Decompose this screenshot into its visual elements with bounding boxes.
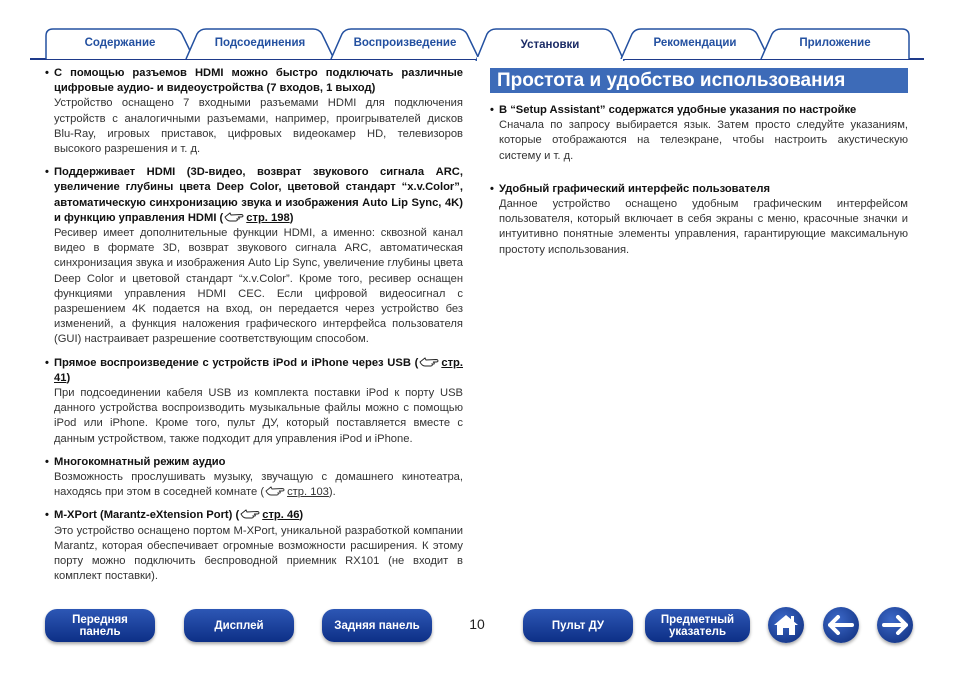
feature-title: • Поддерживает HDMI (3D-видео, возврат звукового сигнала ARC, увеличение глубины цвета Deep Color, цветовой стандарт “x.v.Color”, автоматическую синхронизацию звука и изображения Auto Lip Sync, 4K) и функцию управления HDMI ( стр. 198) [45, 166, 463, 224]
tab-appendix[interactable] [760, 28, 910, 59]
front-panel-button-label [72, 614, 128, 638]
page-number: 10 [469, 616, 485, 632]
feature-item [490, 103, 908, 164]
feature-title-text: Поддерживает HDMI (3D-видео, возврат звукового сигнала ARC, увеличение глубины цвета Deep Color, цветовой стандарт “x.v.Color”, автоматическую синхронизацию звука и изображения Auto Lip Sync, 4K) и функцию управления HDMI ( [54, 166, 463, 224]
tab-settings[interactable] [475, 28, 625, 59]
feature-title: • Прямое воспроизведение с устройств iPod и iPhone через USB ( стр. 41) [45, 356, 463, 384]
tab-recommendations[interactable] [620, 28, 770, 59]
feature-title-text: Удобный графический интерфейс пользователя [499, 182, 770, 195]
feature-body: Это устройство оснащено портом M-XPort, уникальной разработкой компании Marantz, которая обеспечивает огромные возможности расширения. К этому порту можно подключить беспроводной приемник RX101 (не входит в комплект поставки). [54, 524, 463, 583]
page-reference-link[interactable]: стр. 46 [262, 509, 300, 522]
feature-item [45, 455, 463, 501]
tab-contents[interactable] [45, 28, 195, 59]
tab-contents-label: Содержание [84, 37, 156, 49]
feature-body [45, 470, 463, 500]
tab-connections-label: Подсоединения [214, 37, 306, 49]
feature-title-text: С помощью разъемов HDMI можно быстро подключать различные цифровые аудио- и видеоустройства (7 входов, 1 выход) [54, 67, 463, 95]
section-title: Простота и удобство использования [490, 68, 908, 93]
left-column [45, 66, 463, 593]
remote-button-label: Пульт ДУ [551, 619, 605, 632]
page-reference-link[interactable]: стр. 41 [54, 356, 463, 384]
forward-button[interactable] [877, 607, 913, 643]
rear-panel-button[interactable] [322, 609, 432, 642]
tab-recommendations-label: Рекомендации [653, 37, 737, 49]
feature-title-end: ) [299, 509, 304, 522]
feature-body: Сначала по запросу выбирается язык. Затем просто следуйте указаниям, которые отображаются на телеэкране, чтобы настроить акустическую систему и т. д. [499, 119, 908, 162]
feature-item [45, 356, 463, 447]
feature-title-text: В “Setup Assistant” содержатся удобные указания по настройке [499, 104, 857, 116]
feature-title-text: Многокомнатный режим аудио [54, 455, 226, 468]
pointing-hand-icon [240, 508, 260, 520]
feature-body: Ресивер имеет дополнительные функции HDMI, а именно: сквозной канал видео в формате 3D, возврат звукового сигнала ARC, автоматическая синхронизация звука и изображения Auto Lip Sync, увеличение глубины цвета Deep Color и цветовой стандарт “x.v.Color”. Кроме того, ресивер оснащен функциями управления HDMI CEC. Если цифровой видеосигнал с разрешением 4K подается на вход, он передается через устройство без изменений, а функция наложения графического интерфейса пользователя (GUI) настраивает разрешение соответствующим способом. [54, 227, 463, 346]
tab-bar [0, 0, 954, 64]
feature-title: • M-XPort (Marantz-eXtension Port) ( стр. 46) [45, 509, 304, 522]
pointing-hand-icon [265, 485, 285, 497]
page-reference-link[interactable]: стр. 198 [246, 211, 290, 224]
feature-title: • С помощью разъемов HDMI можно быстро подключать различные цифровые аудио- и видеоустройства (7 входов, 1 выход) [45, 67, 463, 95]
feature-title: • Многокомнатный режим аудио [45, 455, 226, 468]
feature-item [45, 165, 463, 347]
feature-item [45, 66, 463, 157]
feature-title-end: ) [66, 371, 71, 384]
remote-button[interactable] [523, 609, 633, 642]
tab-connections[interactable] [185, 28, 335, 59]
front-panel-button[interactable] [45, 609, 155, 642]
feature-body-text: Возможность прослушивать музыку, звучащую с домашнего кинотеатра, находясь при этом в соседней комнате ( [54, 471, 463, 499]
pointing-hand-icon [419, 356, 439, 368]
page-reference-link[interactable]: стр. 103 [287, 486, 329, 499]
index-button[interactable] [645, 609, 750, 642]
display-button-label: Дисплей [214, 619, 264, 632]
right-column [490, 66, 908, 266]
index-line1: Предметный [660, 613, 735, 626]
arrow-right-icon [882, 615, 908, 635]
feature-title: • В “Setup Assistant” содержатся удобные указания по настройке [490, 104, 857, 116]
feature-item [45, 508, 463, 584]
rear-panel-button-label: Задняя панель [334, 619, 420, 632]
home-icon [773, 613, 799, 637]
feature-title-text: M-XPort (Marantz-eXtension Port) ( [54, 509, 240, 522]
front-panel-line2: панель [79, 625, 121, 638]
feature-body: При подсоединении кабеля USB из комплекта поставки iPod к порту USB данного устройства воспроизводить музыкальные файлы можно с помощью iPod или iPhone. Кроме того, пульт ДУ, который поставляется вместе с данным устройством, также подходит для управления iPod и iPhone. [54, 387, 463, 445]
index-line2: указатель [668, 625, 727, 638]
feature-item [490, 182, 908, 258]
tab-playback[interactable] [330, 28, 480, 59]
tab-settings-label: Установки [520, 39, 580, 51]
front-panel-line1: Передняя [72, 613, 128, 626]
feature-body: Устройство оснащено 7 входными разъемами HDMI для подключения устройств с аналогичными разъемами, например, проигрывателей дисков Blu-Ray, игровых приставок, цифровых видеокамер HD, телевизоров высокого разрешения и т. д. [54, 97, 463, 156]
home-button[interactable] [768, 607, 804, 643]
feature-body: Данное устройство оснащено удобным графическим интерфейсом пользователя, который включает в себя экраны с меню, красочные значки и интуитивно понятные элементы управления, гарантирующие максимальную простоту использования. [499, 198, 908, 256]
feature-body-end: ). [328, 486, 336, 499]
feature-title: • Удобный графический интерфейс пользователя [490, 182, 770, 195]
index-button-label [661, 614, 734, 638]
tab-appendix-label: Приложение [799, 37, 871, 49]
feature-title-end: ) [289, 211, 294, 224]
back-button[interactable] [823, 607, 859, 643]
arrow-left-icon [828, 615, 854, 635]
display-button[interactable] [184, 609, 294, 642]
pointing-hand-icon [224, 211, 244, 223]
feature-title-text: Прямое воспроизведение с устройств iPod и iPhone через USB ( [54, 356, 419, 369]
tab-playback-label: Воспроизведение [353, 37, 457, 49]
